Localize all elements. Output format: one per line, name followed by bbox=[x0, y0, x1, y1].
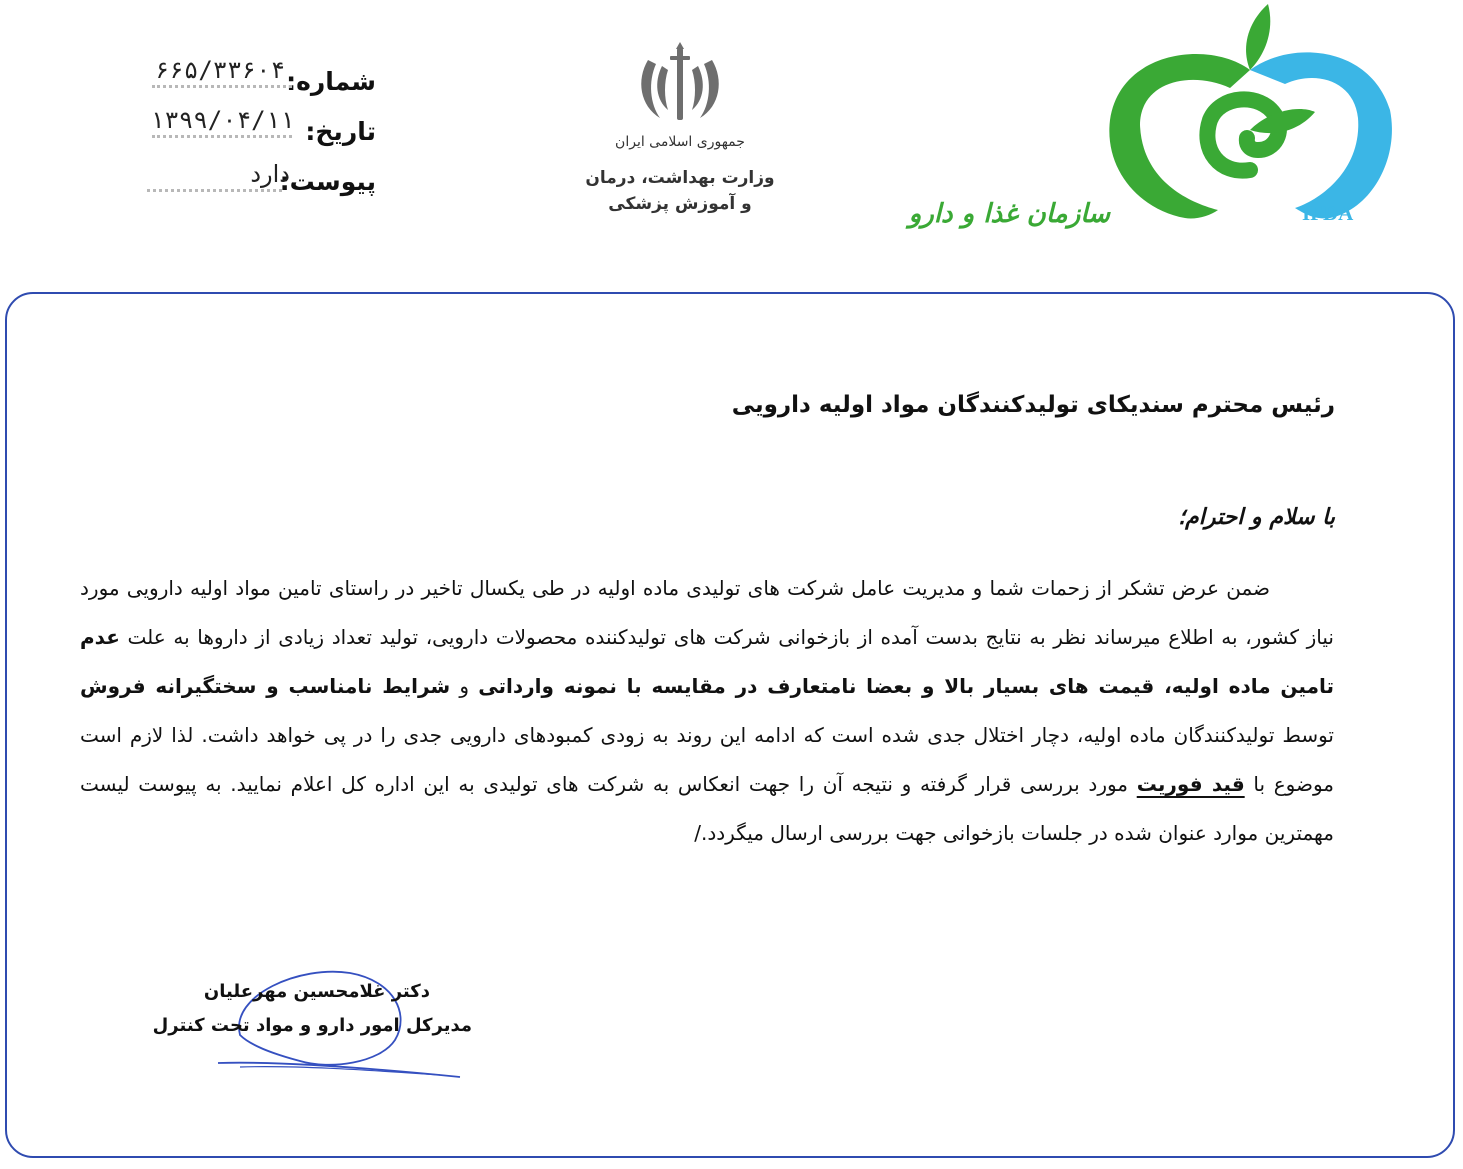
attachment-value: دارد bbox=[250, 160, 290, 188]
apple-green-half-icon bbox=[1109, 54, 1250, 218]
letter-metadata bbox=[110, 30, 390, 200]
leaf-top-icon bbox=[1246, 4, 1270, 70]
body-bold-2: شرایط نامناسب و سختگیرانه فروش bbox=[80, 674, 451, 698]
number-dotted-line bbox=[152, 85, 292, 88]
number-label: شماره: bbox=[286, 67, 376, 96]
attachment-row bbox=[120, 150, 390, 200]
body-part-4: مورد بررسی قرار گرفته و نتیجه آن را جهت انعکاس به شرکت های تولیدی به این اداره کل اعلام نمایید. به پیوست لیست مهمترین موارد عنوان شده در جلسات بازخوانی جهت بررسی ارسال میگردد./ bbox=[80, 772, 1334, 845]
attachment-dotted-line bbox=[147, 189, 282, 192]
signer-name: دکتر غلامحسین مهرعلیان bbox=[203, 981, 430, 1002]
date-value: ۱۳۹۹/۰۴/۱۱ bbox=[150, 106, 295, 134]
ifda-logo bbox=[908, 0, 1400, 235]
greeting-line: با سلام و احترام؛ bbox=[1178, 505, 1335, 530]
ministry-header bbox=[570, 40, 790, 230]
body-part-3: توسط تولیدکنندگان ماده اولیه، دچار اختلال جدی شده است که ادامه این روند به زودی کمبودهای دارویی جدی را در پی خواهد داشت. لذا لازم است موضوع با bbox=[80, 723, 1335, 796]
ministry-name-line1: وزارت بهداشت، درمان bbox=[585, 168, 775, 188]
body-part-2: و bbox=[450, 674, 479, 698]
iran-emblem-icon bbox=[634, 40, 726, 128]
body-underlined: قید فوریت bbox=[1136, 772, 1245, 796]
number-row bbox=[120, 50, 390, 100]
ministry-name-line2: و آموزش پزشکی bbox=[608, 194, 752, 214]
org-acronym: IFDA bbox=[1302, 201, 1354, 225]
date-label: تاریخ: bbox=[305, 117, 376, 146]
stem-swirl-icon bbox=[1207, 99, 1279, 170]
leaf-small-icon bbox=[1250, 109, 1315, 133]
attachment-label: پیوست: bbox=[279, 167, 376, 196]
country-name: جمهوری اسلامی ایران bbox=[615, 134, 745, 150]
number-value: ۶۶۵/۳۳۶۰۴ bbox=[154, 56, 286, 84]
body-part-1: ضمن عرض تشکر از زحمات شما و مدیریت عامل شرکت های تولیدی ماده اولیه در طی یکسال تاخیر در راستای تامین مواد اولیه دارویی مورد نیاز کشور، به اطلاع میرساند نظر به نتایج بدست آمده از بازخوانی شرکت های تولیدکننده محصولات دارویی، تولید تعداد زیادی از داروها به علت bbox=[80, 576, 1334, 649]
date-row bbox=[120, 100, 390, 150]
org-name-fa: سازمان غذا و دارو bbox=[908, 199, 1110, 229]
body-bold-1: عدم تامین ماده اولیه، قیمت های بسیار بالا و بعضا نامتعارف در مقایسه با نمونه وارداتی bbox=[80, 625, 1334, 698]
letter-body bbox=[80, 564, 1334, 858]
signature-block bbox=[152, 965, 480, 1085]
signer-title: مدیرکل امور دارو و مواد تحت کنترل bbox=[152, 1015, 472, 1036]
recipient-line: رئیس محترم سندیکای تولیدکنندگان مواد اولیه دارویی bbox=[731, 392, 1335, 418]
date-dotted-line bbox=[152, 135, 292, 138]
